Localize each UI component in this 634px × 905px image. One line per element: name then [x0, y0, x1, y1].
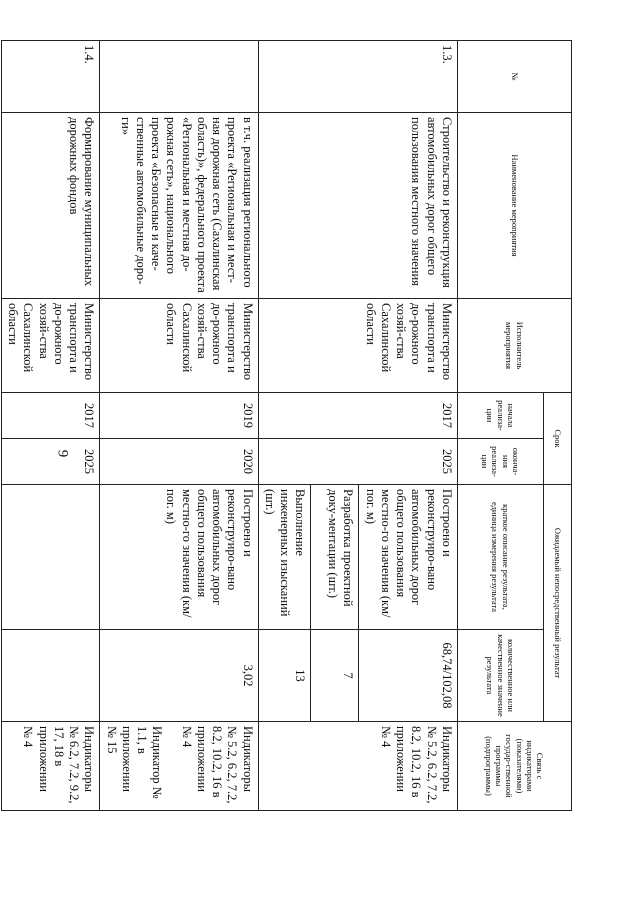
- row-start: 2019: [100, 393, 258, 439]
- row-end: 2025: [2, 439, 101, 485]
- row-name: Формирование муниципальных дорожных фондов: [2, 113, 101, 299]
- row-link: Индикаторы № 5.2, 6.2, 7.2, 8.2, 10.2, 16 в приложении № 4: [258, 722, 457, 811]
- header-end: оконча-ния реализа-ции: [458, 439, 544, 485]
- row-link-text: Индикаторы № 5.2, 6.2, 7.2, 8.2, 10.2, 16 в приложении № 4: [179, 726, 255, 804]
- table-row: [359, 41, 458, 811]
- row-result-desc: Выполнение инженерных изысканий (шт.): [258, 485, 311, 630]
- row-result-value: 3,02: [100, 630, 258, 722]
- row-link: [100, 722, 258, 811]
- row-result-desc: [2, 485, 101, 630]
- measures-table: [1, 40, 572, 811]
- header-result-value: количественное или качественное значение результата: [458, 630, 544, 722]
- header-result-desc: краткое описание результата, единица измерения результата: [458, 485, 544, 630]
- row-executor: Министерство транспорта и до-рожного хозяй-ства Сахалинской области: [2, 299, 101, 393]
- row-num: 1.3.: [258, 41, 457, 113]
- row-result-value: 13: [258, 630, 311, 722]
- row-result-desc: Построено и реконструиро-вано автомобильных дорог общего пользования местно-го значения (км/ пог. м): [100, 485, 258, 630]
- row-end: 2020: [100, 439, 258, 485]
- row-num: 1.4.: [2, 41, 101, 113]
- header-period: Срок: [544, 393, 572, 485]
- row-result-desc: Построено и реконструиро-вано автомобильных дорог общего пользования местно-го значения (км/ пог. м): [359, 485, 458, 630]
- row-link-text-2: Индикатор № 1.1, в приложении № 15: [104, 726, 165, 799]
- row-executor: Министерство транспорта и до-рожного хозяй-ства Сахалинской области: [258, 299, 457, 393]
- row-start: 2017: [258, 393, 457, 439]
- row-num: [100, 41, 258, 113]
- row-executor: Министерство транспорта и до-рожного хозяй-ства Сахалинской области: [100, 299, 258, 393]
- row-result-value: 7: [311, 630, 359, 722]
- row-start: 2017: [2, 393, 101, 439]
- header-start: начала реализа-ции: [458, 393, 544, 439]
- header-executor: Исполнитель мероприятия: [458, 299, 572, 393]
- row-link: Индикаторы № 6.2, 7.2, 9.2, 17, 18 в приложении № 4: [2, 722, 101, 811]
- row-name: в т.ч. реализация регионального проекта «Региональная и мест-ная дорожная сеть (Сахалинская область)», федерального проекта «Региональная и местная до-рожная сеть», национального проекта «Безопасные и каче-ственные автомобильные доро-ги»: [100, 113, 258, 299]
- row-result-value: 68,74/102,08: [359, 630, 458, 722]
- header-result: Ожидаемый непосредственный результат: [544, 485, 572, 722]
- row-name: Строительство и реконструкция автомобильных дорог общего пользования местного значения: [258, 113, 457, 299]
- rotated-table-container: [6, 40, 572, 810]
- page-number: 9: [54, 449, 71, 458]
- header-num: №: [458, 41, 572, 113]
- header-name: Наименование мероприятия: [458, 113, 572, 299]
- table-row: [2, 41, 101, 811]
- table-row: [100, 41, 258, 811]
- row-result-value: [2, 630, 101, 722]
- header-link: Связь с индикаторами (показателями) государ-ственной программы (подпрограммы): [458, 722, 572, 811]
- row-result-desc: Разработка проектной доку-ментации (шт.): [311, 485, 359, 630]
- row-end: 2025: [258, 439, 457, 485]
